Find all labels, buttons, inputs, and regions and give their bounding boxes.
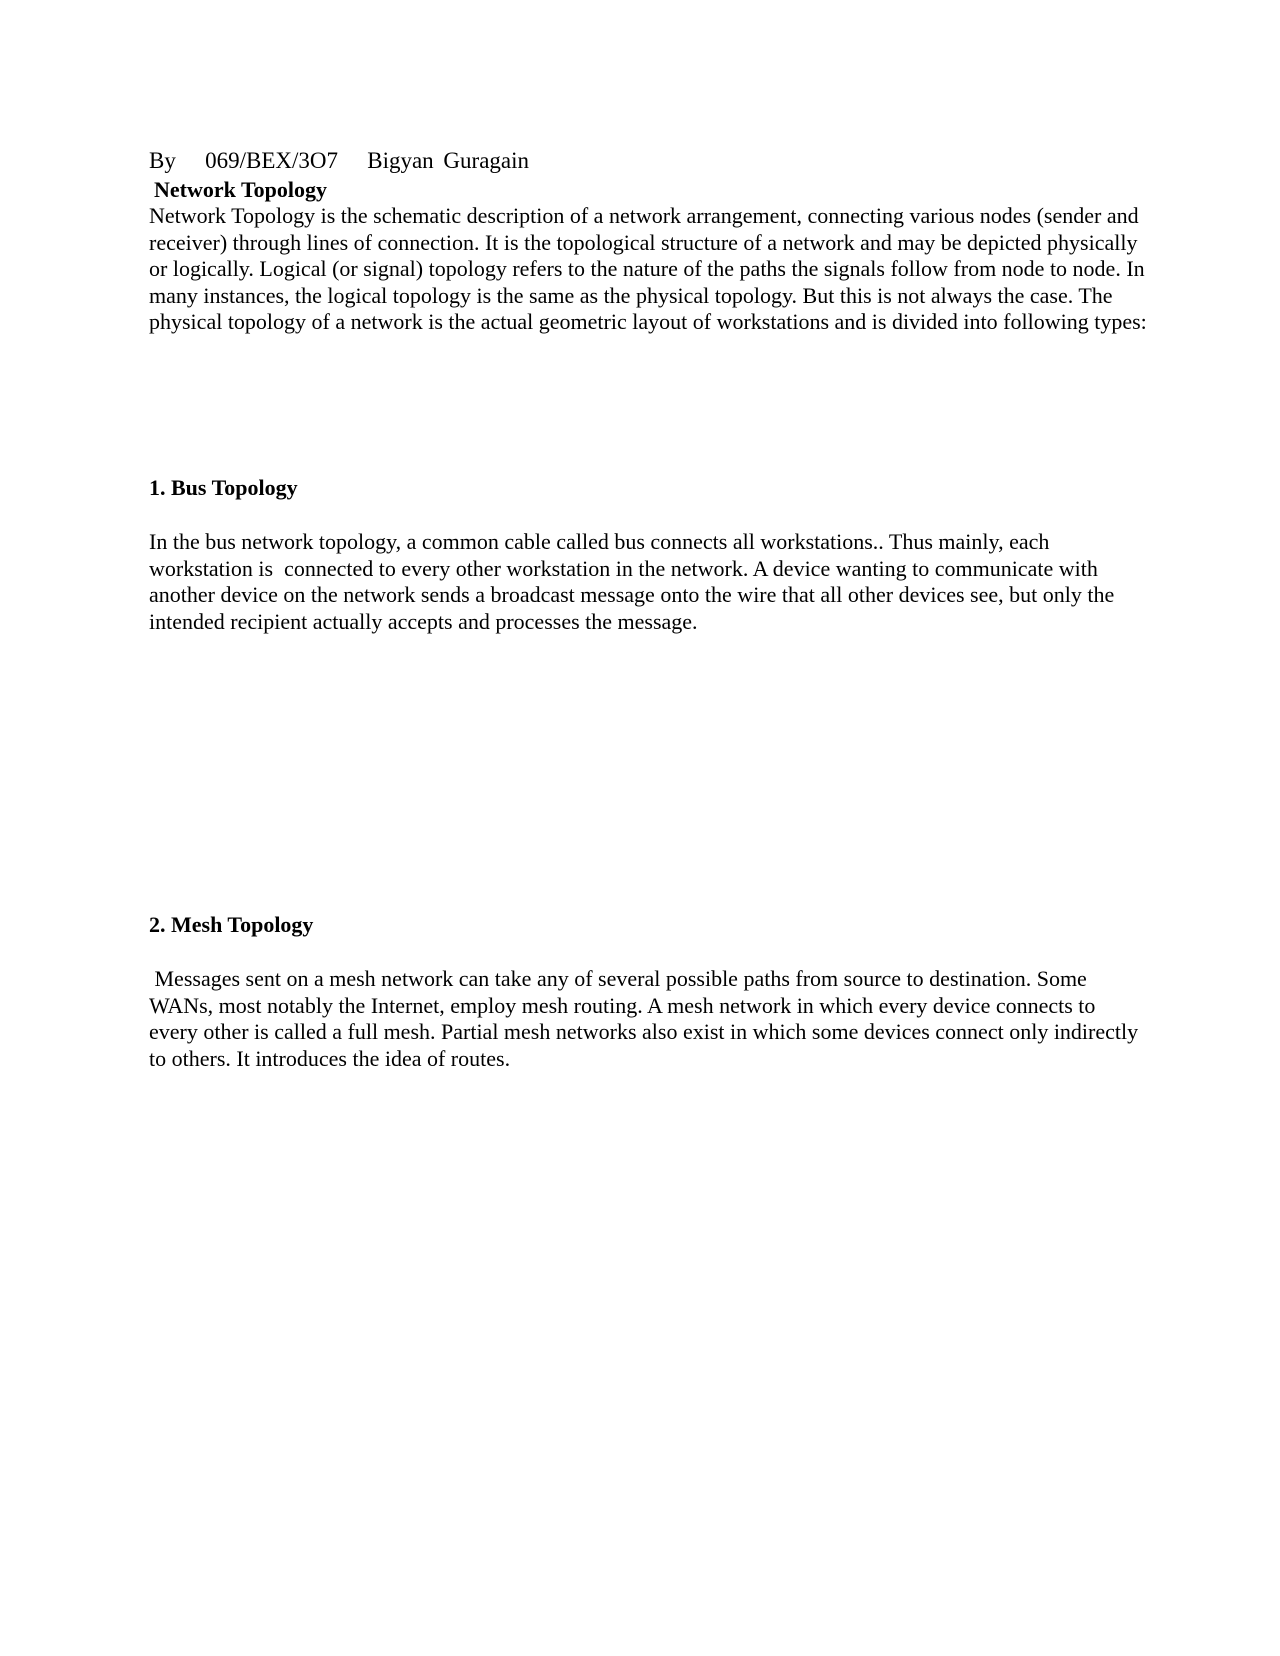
section-heading-bus-topology: 1. Bus Topology — [149, 475, 298, 500]
author-byline: By 069/BEX/3O7 Bigyan Guragain — [149, 148, 529, 173]
intro-paragraph: Network Topology is the schematic description of a network arrangement, connecting various nodes (sender and receiver) through lines of connection. It is the topological structure of a network and may be depicted physically or logically. Logical (or signal) topology refers to the nature of the paths the signals follow from node to node. In many instances, the logical topology is the same as the physical topology. But this is not always the case. The physical topology of a network is the actual geometric layout of workstations and is divided into following types: — [149, 203, 1147, 335]
section-paragraph-mesh-topology: Messages sent on a mesh network can take any of several possible paths from source to destination. Some WANs, most notably the Internet, employ mesh routing. A mesh network in which every device connects to every other is called a full mesh. Partial mesh networks also exist in which some devices connect only indirectly to others. It introduces the idea of routes. — [149, 966, 1144, 1071]
document-title: Network Topology — [154, 177, 327, 202]
section-paragraph-bus-topology: In the bus network topology, a common cable called bus connects all workstations.. Thus mainly, each workstation is connected to every other workstation in the network. A device wanting to communicate with another device on the network sends a broadcast message onto the wire that all other devices see, but only the intended recipient actually accepts and processes the message. — [149, 529, 1120, 634]
section-heading-mesh-topology: 2. Mesh Topology — [149, 912, 314, 937]
